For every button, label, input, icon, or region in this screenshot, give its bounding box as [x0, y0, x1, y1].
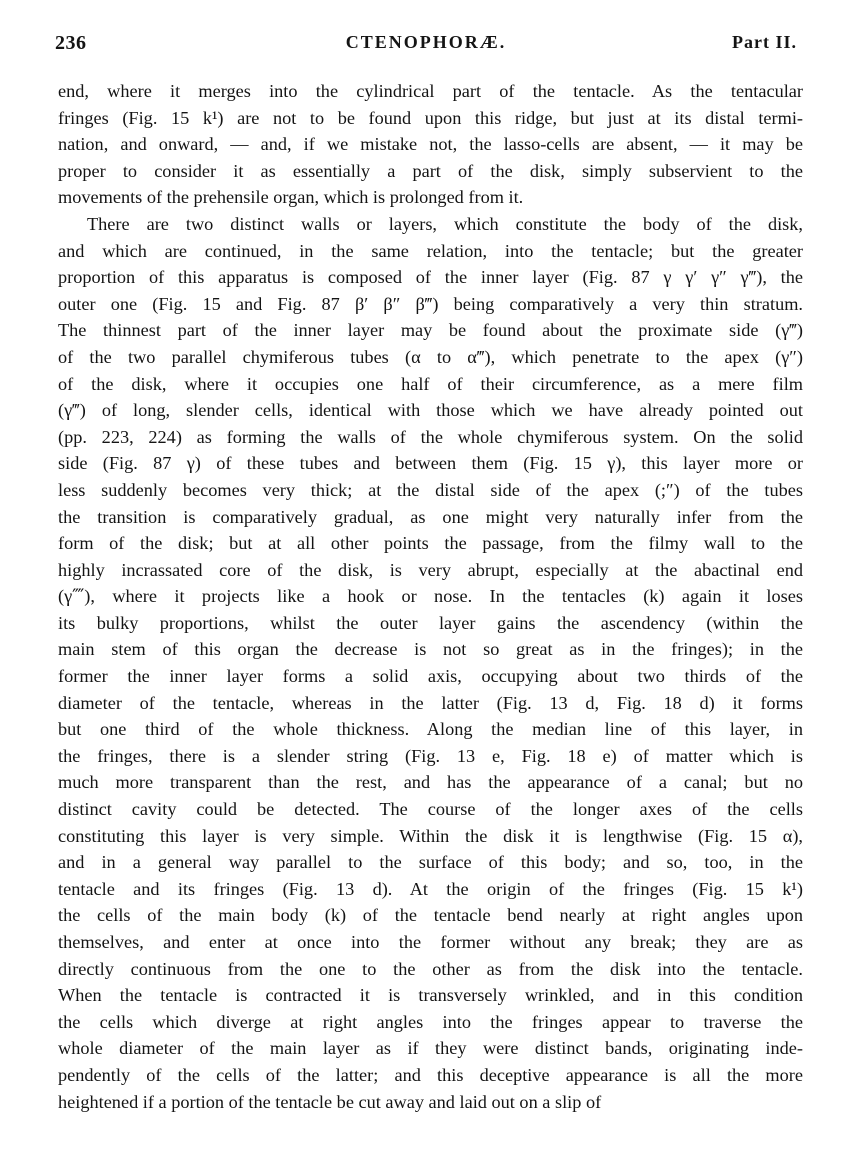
text-line: the fringes, there is a slender string (Fig. 13 e, Fig. 18 e) of matter which is	[58, 745, 803, 766]
text-line: (γ⁗), where it projects like a hook or nose. In the tentacles (k) again it loses	[58, 586, 803, 607]
text-line: constituting this layer is very simple. Within the disk it is lengthwise (Fig. 15 α),	[58, 825, 803, 846]
text-line: pendently of the cells of the latter; and this deceptive appearance is all the more	[58, 1064, 803, 1085]
text-line: and in a general way parallel to the surface of this body; and so, too, in the	[58, 852, 803, 873]
page-number: 236	[55, 32, 87, 54]
text-line: heightened if a portion of the tentacle be cut away and laid out on a slip of	[58, 1091, 602, 1112]
text-line: of the disk, where it occupies one half of their circumference, as a mere film	[58, 373, 803, 394]
running-header	[55, 32, 797, 60]
text-line: There are two distinct walls or layers, which constitute the body of the disk,	[87, 213, 803, 234]
text-line: the cells of the main body (k) of the tentacle bend nearly at right angles upon	[58, 905, 803, 926]
text-line: nation, and onward, — and, if we mistake not, the lasso-cells are absent, — it may be	[58, 134, 803, 155]
text-line: tentacle and its fringes (Fig. 13 d). At the origin of the fringes (Fig. 15 k¹)	[58, 878, 803, 899]
running-title: CTENOPHORÆ.	[345, 32, 507, 52]
text-line: (γ‴) of long, slender cells, identical with those which we have already pointed out	[58, 400, 803, 421]
text-line: whole diameter of the main layer as if they were distinct bands, originating inde-	[58, 1038, 803, 1059]
text-line: much more transparent than the rest, and has the appearance of a canal; but no	[58, 772, 803, 793]
text-line: end, where it merges into the cylindrical part of the tentacle. As the tentacular	[58, 81, 803, 101]
paragraph	[58, 78, 803, 211]
paragraph	[58, 211, 803, 1115]
text-line: (pp. 223, 224) as forming the walls of the whole chymiferous system. On the solid	[58, 426, 803, 447]
text-line: distinct cavity could be detected. The course of the longer axes of the cells	[58, 799, 803, 820]
text-line: movements of the prehensile organ, which is prolonged from it.	[58, 187, 524, 208]
text-line: form of the disk; but at all other points the passage, from the filmy wall to the	[58, 533, 803, 554]
text-line: but one third of the whole thickness. Along the median line of this layer, in	[58, 719, 803, 740]
text-line: of the two parallel chymiferous tubes (α to α‴), which penetrate to the apex (γ″)	[58, 346, 803, 367]
text-line: less suddenly becomes very thick; at the distal side of the apex (;″) of the tubes	[58, 479, 803, 500]
text-line: proportion of this apparatus is composed of the inner layer (Fig. 87 γ γ′ γ″ γ‴), the	[58, 267, 803, 288]
text-line: themselves, and enter at once into the former without any break; they are as	[58, 932, 803, 952]
text-line: diameter of the tentacle, whereas in the latter (Fig. 13 d, Fig. 18 d) it forms	[58, 692, 803, 713]
text-line: fringes (Fig. 15 k¹) are not to be found upon this ridge, but just at its distal termi-	[58, 107, 803, 128]
text-line: When the tentacle is contracted it is transversely wrinkled, and in this condition	[58, 985, 803, 1006]
text-line: outer one (Fig. 15 and Fig. 87 β′ β″ β‴) being comparatively a very thin stratum.	[58, 293, 803, 314]
text-line: main stem of this organ the decrease is not so great as in the fringes); in the	[58, 639, 803, 660]
text-line: highly incrassated core of the disk, is very abrupt, especially at the abactinal end	[58, 559, 803, 580]
text-line: the transition is comparatively gradual, as one might very naturally infer from the	[58, 506, 803, 527]
text-line: proper to consider it as essentially a part of the disk, simply subservient to the	[58, 160, 803, 181]
text-line: its bulky proportions, whilst the outer layer gains the ascendency (within the	[58, 612, 803, 633]
text-line: directly continuous from the one to the other as from the disk into the tentacle.	[58, 958, 803, 979]
text-line: side (Fig. 87 γ) of these tubes and between them (Fig. 15 γ), this layer more or	[58, 453, 803, 474]
text-line: The thinnest part of the inner layer may be found about the proximate side (γ‴)	[58, 320, 803, 341]
part-label: Part II.	[732, 32, 797, 52]
body-text	[58, 78, 803, 1115]
text-line: and which are continued, in the same relation, into the tentacle; but the greater	[58, 240, 803, 261]
text-line: former the inner layer forms a solid axis, occupying about two thirds of the	[58, 666, 803, 687]
text-line: the cells which diverge at right angles into the fringes appear to traverse the	[58, 1011, 803, 1032]
